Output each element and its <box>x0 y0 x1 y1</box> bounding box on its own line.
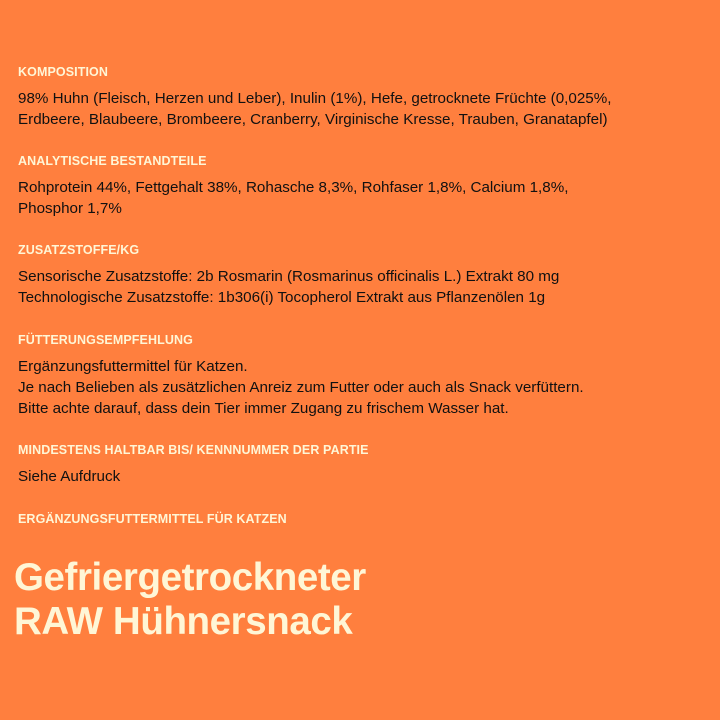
composition-section <box>18 65 708 130</box>
feeding-line: Bitte achte darauf, dass dein Tier immer Zugang zu frischem Wasser hat. <box>18 400 509 417</box>
analytic-line: Rohprotein 44%, Fettgehalt 38%, Rohasche 8,3%, Rohfaser 1,8%, Calcium 1,8%, <box>18 179 569 196</box>
additives-section <box>18 243 708 308</box>
feeding-section <box>18 333 708 419</box>
additives-heading: ZUSATZSTOFFE/KG <box>18 243 140 257</box>
additives-line: Technologische Zusatzstoffe: 1b306(i) Tocopherol Extrakt aus Pflanzenölen 1g <box>18 289 546 306</box>
product-title-line: Gefriergetrockneter <box>14 556 366 599</box>
category-heading: ERGÄNZUNGSFUTTERMITTEL FÜR KATZEN <box>18 512 287 526</box>
feeding-heading: FÜTTERUNGSEMPFEHLUNG <box>18 333 193 347</box>
composition-heading: KOMPOSITION <box>18 65 108 79</box>
category-section <box>18 512 708 535</box>
expiry-section <box>18 443 708 487</box>
feeding-line: Ergänzungsfuttermittel für Katzen. <box>18 358 248 375</box>
expiry-line: Siehe Aufdruck <box>18 468 121 485</box>
composition-line: Erdbeere, Blaubeere, Brombeere, Cranberry, Virginische Kresse, Trauben, Granatapfel) <box>18 111 608 128</box>
analytic-line: Phosphor 1,7% <box>18 200 122 217</box>
product-title-line: RAW Hühnersnack <box>14 600 353 643</box>
expiry-heading: MINDESTENS HALTBAR BIS/ KENNNUMMER DER PARTIE <box>18 443 369 457</box>
analytic-section <box>18 154 708 219</box>
product-title <box>14 556 366 644</box>
analytic-heading: ANALYTISCHE BESTANDTEILE <box>18 154 207 168</box>
additives-line: Sensorische Zusatzstoffe: 2b Rosmarin (Rosmarinus officinalis L.) Extrakt 80 mg <box>18 268 560 285</box>
feeding-line: Je nach Belieben als zusätzlichen Anreiz zum Futter oder auch als Snack verfüttern. <box>18 379 584 396</box>
composition-line: 98% Huhn (Fleisch, Herzen und Leber), Inulin (1%), Hefe, getrocknete Früchte (0,025%, <box>18 90 612 107</box>
